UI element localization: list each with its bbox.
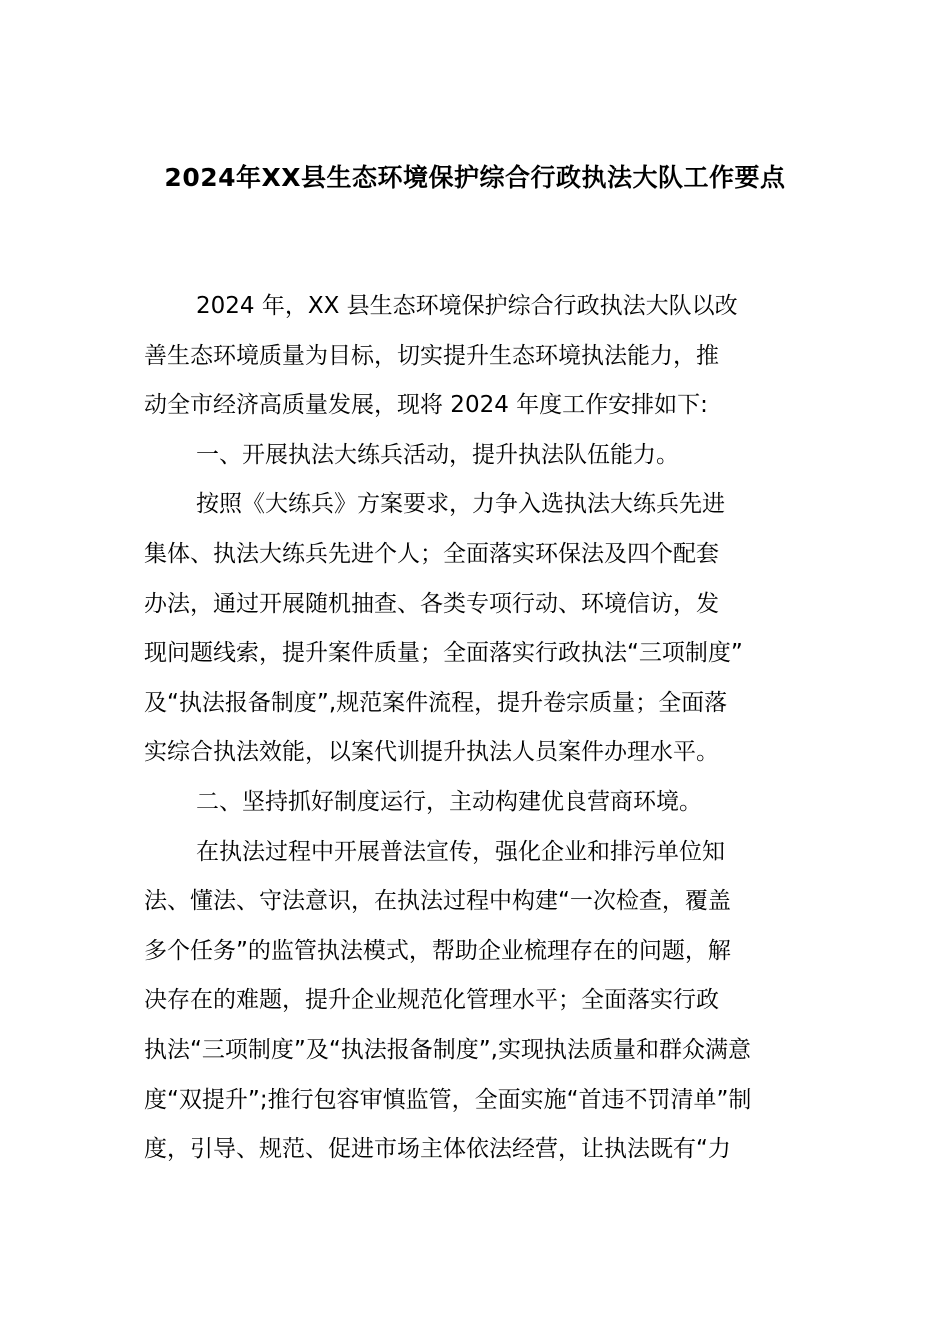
- paragraph-line: 办法，通过开展随机抽查、各类专项行动、环境信访，发: [144, 590, 719, 617]
- paragraph-line: 在执法过程中开展普法宣传，强化企业和排污单位知: [196, 838, 725, 865]
- paragraph-line: 实综合执法效能，以案代训提升执法人员案件办理水平。: [144, 739, 719, 766]
- paragraph-line: 现问题线索，提升案件质量；全面落实行政执法“三项制度”: [144, 640, 743, 667]
- paragraph-line: 2024 年，XX 县生态环境保护综合行政执法大队以改: [196, 293, 738, 319]
- document-body: [144, 282, 812, 1175]
- section-heading: 一、开展执法大练兵活动，提升执法队伍能力。: [196, 441, 679, 468]
- paragraph-line: 按照《大练兵》方案要求，力争入选执法大练兵先进: [196, 491, 725, 518]
- paragraph-line: 及“执法报备制度”,规范案件流程，提升卷宗质量；全面落: [144, 689, 728, 716]
- paragraph-line: 度，引导、规范、促进市场主体依法经营，让执法既有“力: [144, 1136, 731, 1163]
- paragraph-line: 决存在的难题，提升企业规范化管理水平；全面落实行政: [144, 987, 719, 1014]
- document-title: 2024年XX县生态环境保护综合行政执法大队工作要点: [164, 163, 786, 192]
- section-heading: 二、坚持抓好制度运行，主动构建优良营商环境。: [196, 788, 702, 815]
- paragraph-line: 法、懂法、守法意识，在执法过程中构建“一次检查，覆盖: [144, 888, 731, 915]
- paragraph-line: 动全市经济高质量发展，现将 2024 年度工作安排如下:: [144, 392, 708, 419]
- paragraph-line: 执法“三项制度”及“执法报备制度”,实现执法质量和群众满意: [144, 1036, 751, 1063]
- paragraph-line: 集体、执法大练兵先进个人；全面落实环保法及四个配套: [144, 540, 719, 567]
- paragraph-line: 多个任务”的监管执法模式，帮助企业梳理存在的问题，解: [144, 937, 731, 964]
- paragraph-line: 善生态环境质量为目标，切实提升生态环境执法能力，推: [144, 342, 719, 369]
- paragraph-line: 度“双提升”;推行包容审慎监管，全面实施“首违不罚清单”制: [144, 1086, 752, 1113]
